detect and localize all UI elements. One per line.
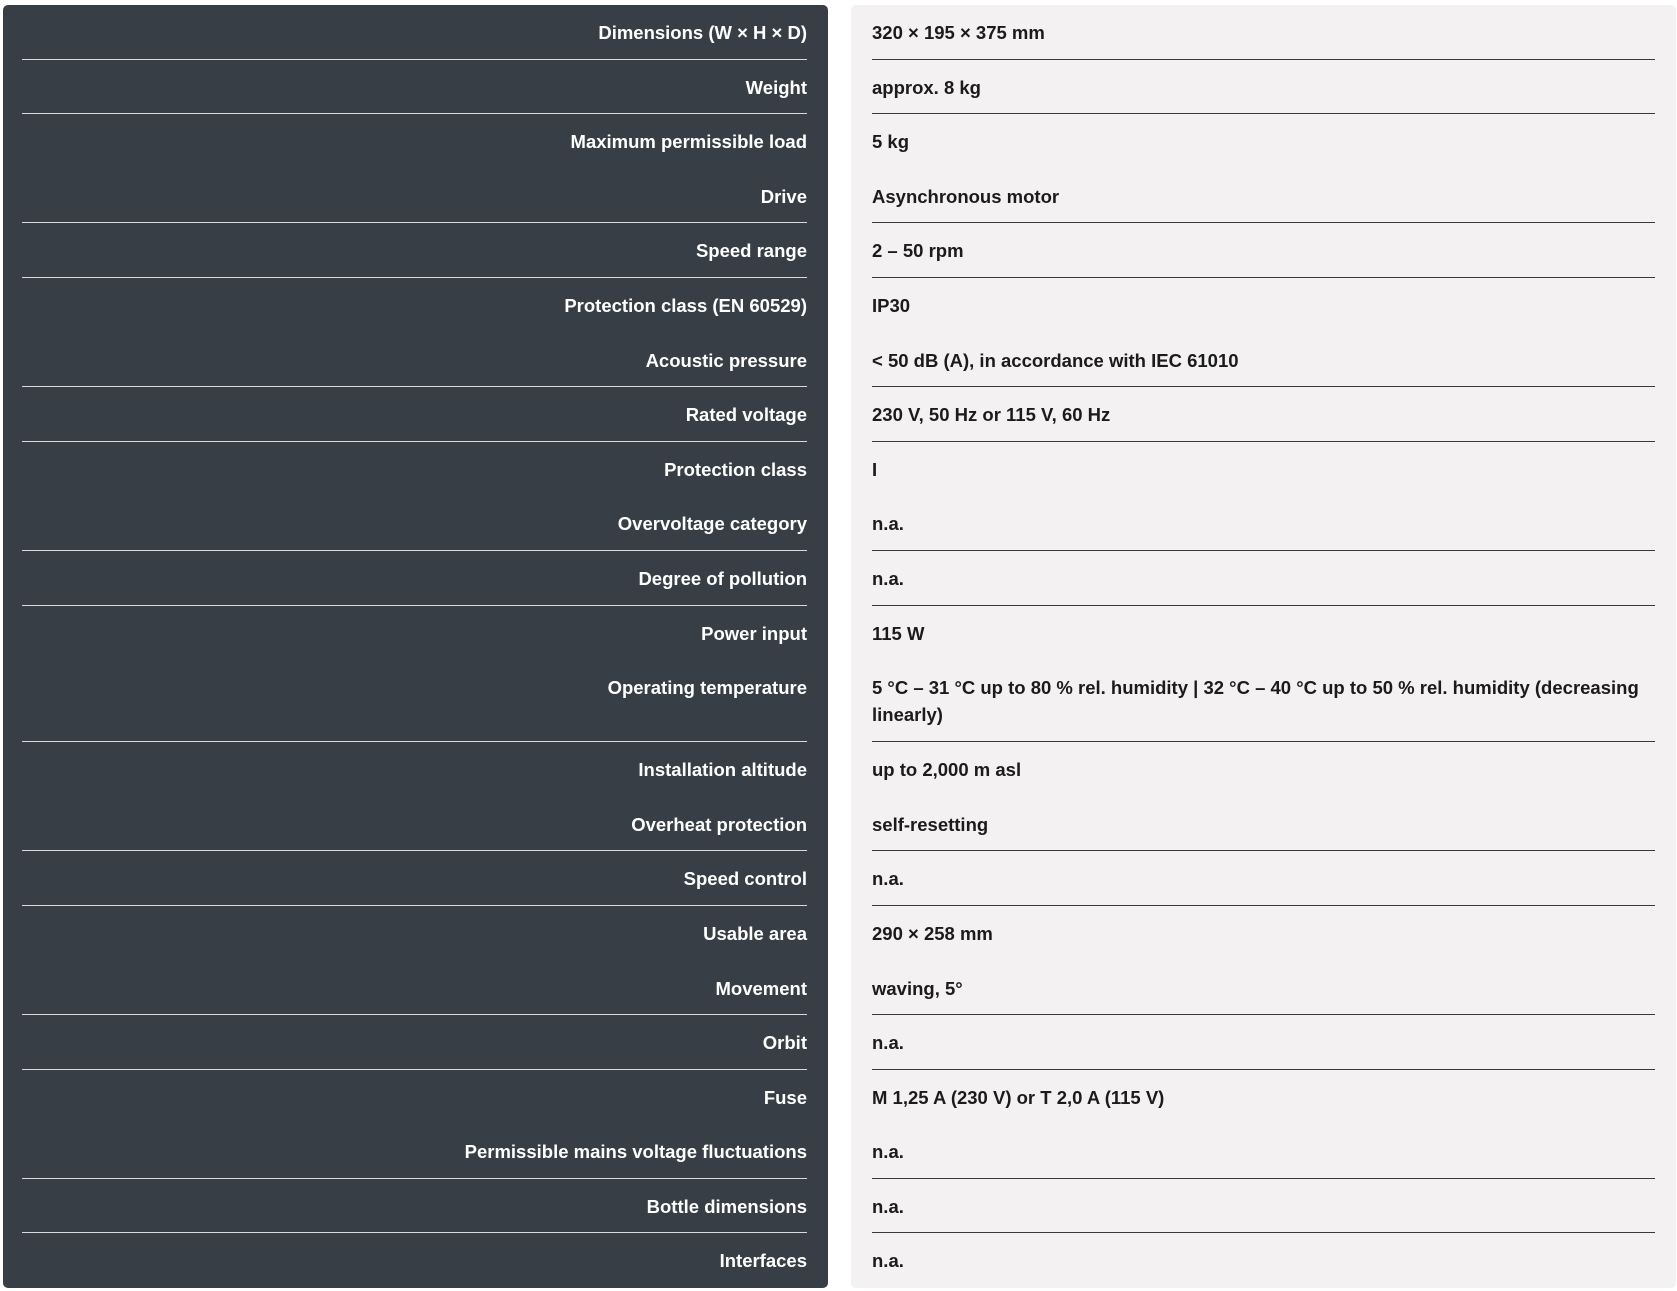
spec-label: Maximum permissible load: [570, 131, 807, 153]
table-row: [0, 1233, 1677, 1288]
table-row: [0, 278, 1677, 333]
spec-label: Rated voltage: [22, 387, 807, 442]
spec-value: M 1,25 A (230 V) or T 2,0 A (115 V): [872, 1086, 1165, 1108]
spec-label: Speed range: [22, 223, 807, 278]
table-row: [0, 551, 1677, 606]
spec-value: n.a.: [872, 551, 1655, 606]
spec-label: Operating temperature: [22, 660, 807, 742]
spec-value: n.a.: [872, 1015, 1655, 1070]
table-row: [0, 223, 1677, 278]
spec-label: Orbit: [22, 1015, 807, 1070]
table-row: [0, 851, 1677, 906]
spec-value: 320 × 195 × 375 mm: [872, 5, 1655, 60]
spec-value: n.a.: [872, 851, 1655, 906]
table-row: [0, 797, 1677, 852]
table-row: [0, 387, 1677, 442]
spec-label: Movement: [22, 961, 807, 1016]
spec-value: < 50 dB (A), in accordance with IEC 61010: [872, 333, 1655, 388]
spec-value: n.a.: [872, 1124, 1655, 1179]
table-row: [0, 496, 1677, 551]
spec-value: I: [872, 458, 878, 480]
spec-value: 5 °C – 31 °C up to 80 % rel. humidity | 32 °C – 40 °C up to 50 % rel. humidity (decreasing linearly): [872, 660, 1655, 742]
spec-label: Dimensions (W × H × D): [22, 5, 807, 60]
spec-value: 2 – 50 rpm: [872, 223, 1655, 278]
spec-label: Bottle dimensions: [22, 1179, 807, 1234]
table-row: [0, 1070, 1677, 1125]
spec-rows: [0, 5, 1677, 1288]
spec-label: Interfaces: [719, 1250, 807, 1272]
spec-label: Acoustic pressure: [22, 333, 807, 388]
spec-value: self-resetting: [872, 797, 1655, 852]
table-row: [0, 961, 1677, 1016]
table-row: [0, 1124, 1677, 1179]
spec-label: Degree of pollution: [22, 551, 807, 606]
spec-value: 290 × 258 mm: [872, 922, 993, 944]
spec-label: Overvoltage category: [22, 496, 807, 551]
table-row: [0, 742, 1677, 797]
spec-value: IP30: [872, 294, 911, 316]
table-row: [0, 660, 1677, 742]
table-row: [0, 442, 1677, 497]
spec-value: n.a.: [872, 1250, 904, 1272]
spec-value: approx. 8 kg: [872, 60, 1655, 115]
spec-label: Weight: [22, 60, 807, 115]
spec-label: Permissible mains voltage fluctuations: [22, 1124, 807, 1179]
table-row: [0, 114, 1677, 169]
table-row: [0, 1015, 1677, 1070]
table-row: [0, 333, 1677, 388]
spec-label: Speed control: [22, 851, 807, 906]
table-row: [0, 169, 1677, 224]
spec-label: Protection class: [664, 458, 807, 480]
spec-label: Protection class (EN 60529): [564, 294, 807, 316]
spec-value: up to 2,000 m asl: [872, 759, 1022, 781]
table-row: [0, 906, 1677, 961]
table-row: [0, 1179, 1677, 1234]
spec-label: Drive: [22, 169, 807, 224]
spec-value: 230 V, 50 Hz or 115 V, 60 Hz: [872, 387, 1655, 442]
table-row: [0, 60, 1677, 115]
spec-label: Power input: [701, 622, 807, 644]
spec-value: waving, 5°: [872, 961, 1655, 1016]
spec-label: Installation altitude: [638, 759, 807, 781]
spec-label: Overheat protection: [22, 797, 807, 852]
spec-label: Fuse: [763, 1086, 807, 1108]
spec-label: Usable area: [703, 922, 807, 944]
table-row: [0, 606, 1677, 661]
spec-value: Asynchronous motor: [872, 169, 1655, 224]
spec-value: 5 kg: [872, 131, 910, 153]
spec-value: 115 W: [872, 622, 925, 644]
table-row: [0, 5, 1677, 60]
spec-value: n.a.: [872, 1179, 1655, 1234]
spec-value: n.a.: [872, 496, 1655, 551]
